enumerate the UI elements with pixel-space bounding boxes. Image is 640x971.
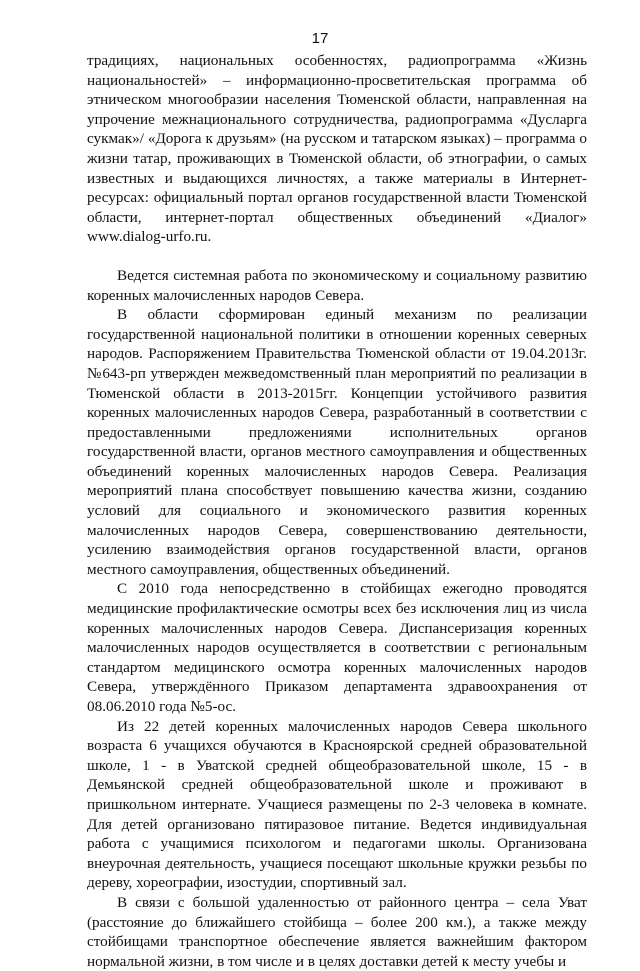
- paragraph-1: традициях, национальных особенностях, радиопрограмма «Жизнь национальностей» – информационно-просветительская программа об этническом многообразии населения Тюменской области, направленная на упрочение межнационального сотрудничества, радиопрограмма «Дусларга сукмак»/ «Дорога к друзьям» (на русском и татарском языках) – программа о жизни татар, проживающих в Тюменской области, об этнографии, о самых известных и выдающихся личностях, а также материалы в Интернет-ресурсах: официальный портал органов государственной власти Тюменской области, интернет-портал общественных объединений «Диалог» www.dialog-urfo.ru.: [87, 52, 587, 246]
- paragraph-2: Ведется системная работа по экономическому и социальному развитию коренных малочисленных народов Севера.: [87, 266, 587, 304]
- paragraph-6: В связи с большой удаленностью от районного центра – села Уват (расстояние до ближайшего стойбища – более 200 км.), а также между стойбищами транспортное обеспечение является важнейшим фактором нормальной жизни, в том числе и в целях доставки детей к месту учебы и: [87, 893, 587, 970]
- paragraph-3: В области сформирован единый механизм по реализации государственной национальной политики в отношении коренных северных народов. Распоряжением Правительства Тюменской области от 19.04.2013г. №643-рп утвержден межведомственный план мероприятий по реализации в Тюменской области в 2013-2015гг. Концепции устойчивого развития коренных малочисленных народов Севера, разработанный в соответствии с предоставленными предложениями исполнительных органов государственной власти, органов местного самоуправления и общественных объединений коренных малочисленных народов Севера. Реализация мероприятий плана способствует повышению качества жизни, созданию условий для социального и экономического развития коренных малочисленных народов Севера, совершенствованию деятельности, усилению взаимодействия органов государственной власти, органов местного самоуправления, общественных объединений.: [87, 306, 587, 578]
- document-body: [87, 51, 587, 971]
- paragraph-5: Из 22 детей коренных малочисленных народов Севера школьного возраста 6 учащихся обучаются в Красноярской средней образовательной школе, 1 - в Уватской средней общеобразовательной школе, 15 - в Демьянской средней общеобразовательной школе и проживают в пришкольном интернате. Учащиеся размещены по 2-3 человека в комнате. Для детей организовано пятиразовое питание. Ведется индивидуальная работа с учащимися психологом и педагогами школы. Организована внеурочная деятельность, учащиеся посещают школьные кружки резьбы по дереву, хореографии, изостудии, спортивный зал.: [87, 717, 587, 892]
- page-number: 17: [311, 30, 329, 47]
- paragraph-4: С 2010 года непосредственно в стойбищах ежегодно проводятся медицинские профилактические осмотры всех без исключения лиц из числа коренных малочисленных народов Севера. Диспансеризация коренных малочисленных народов осуществляется в соответствии с региональным стандартом медицинского осмотра коренных малочисленных народов Севера, утверждённого Приказом департамента здравоохранения от 08.06.2010 года №5-ос.: [87, 580, 587, 715]
